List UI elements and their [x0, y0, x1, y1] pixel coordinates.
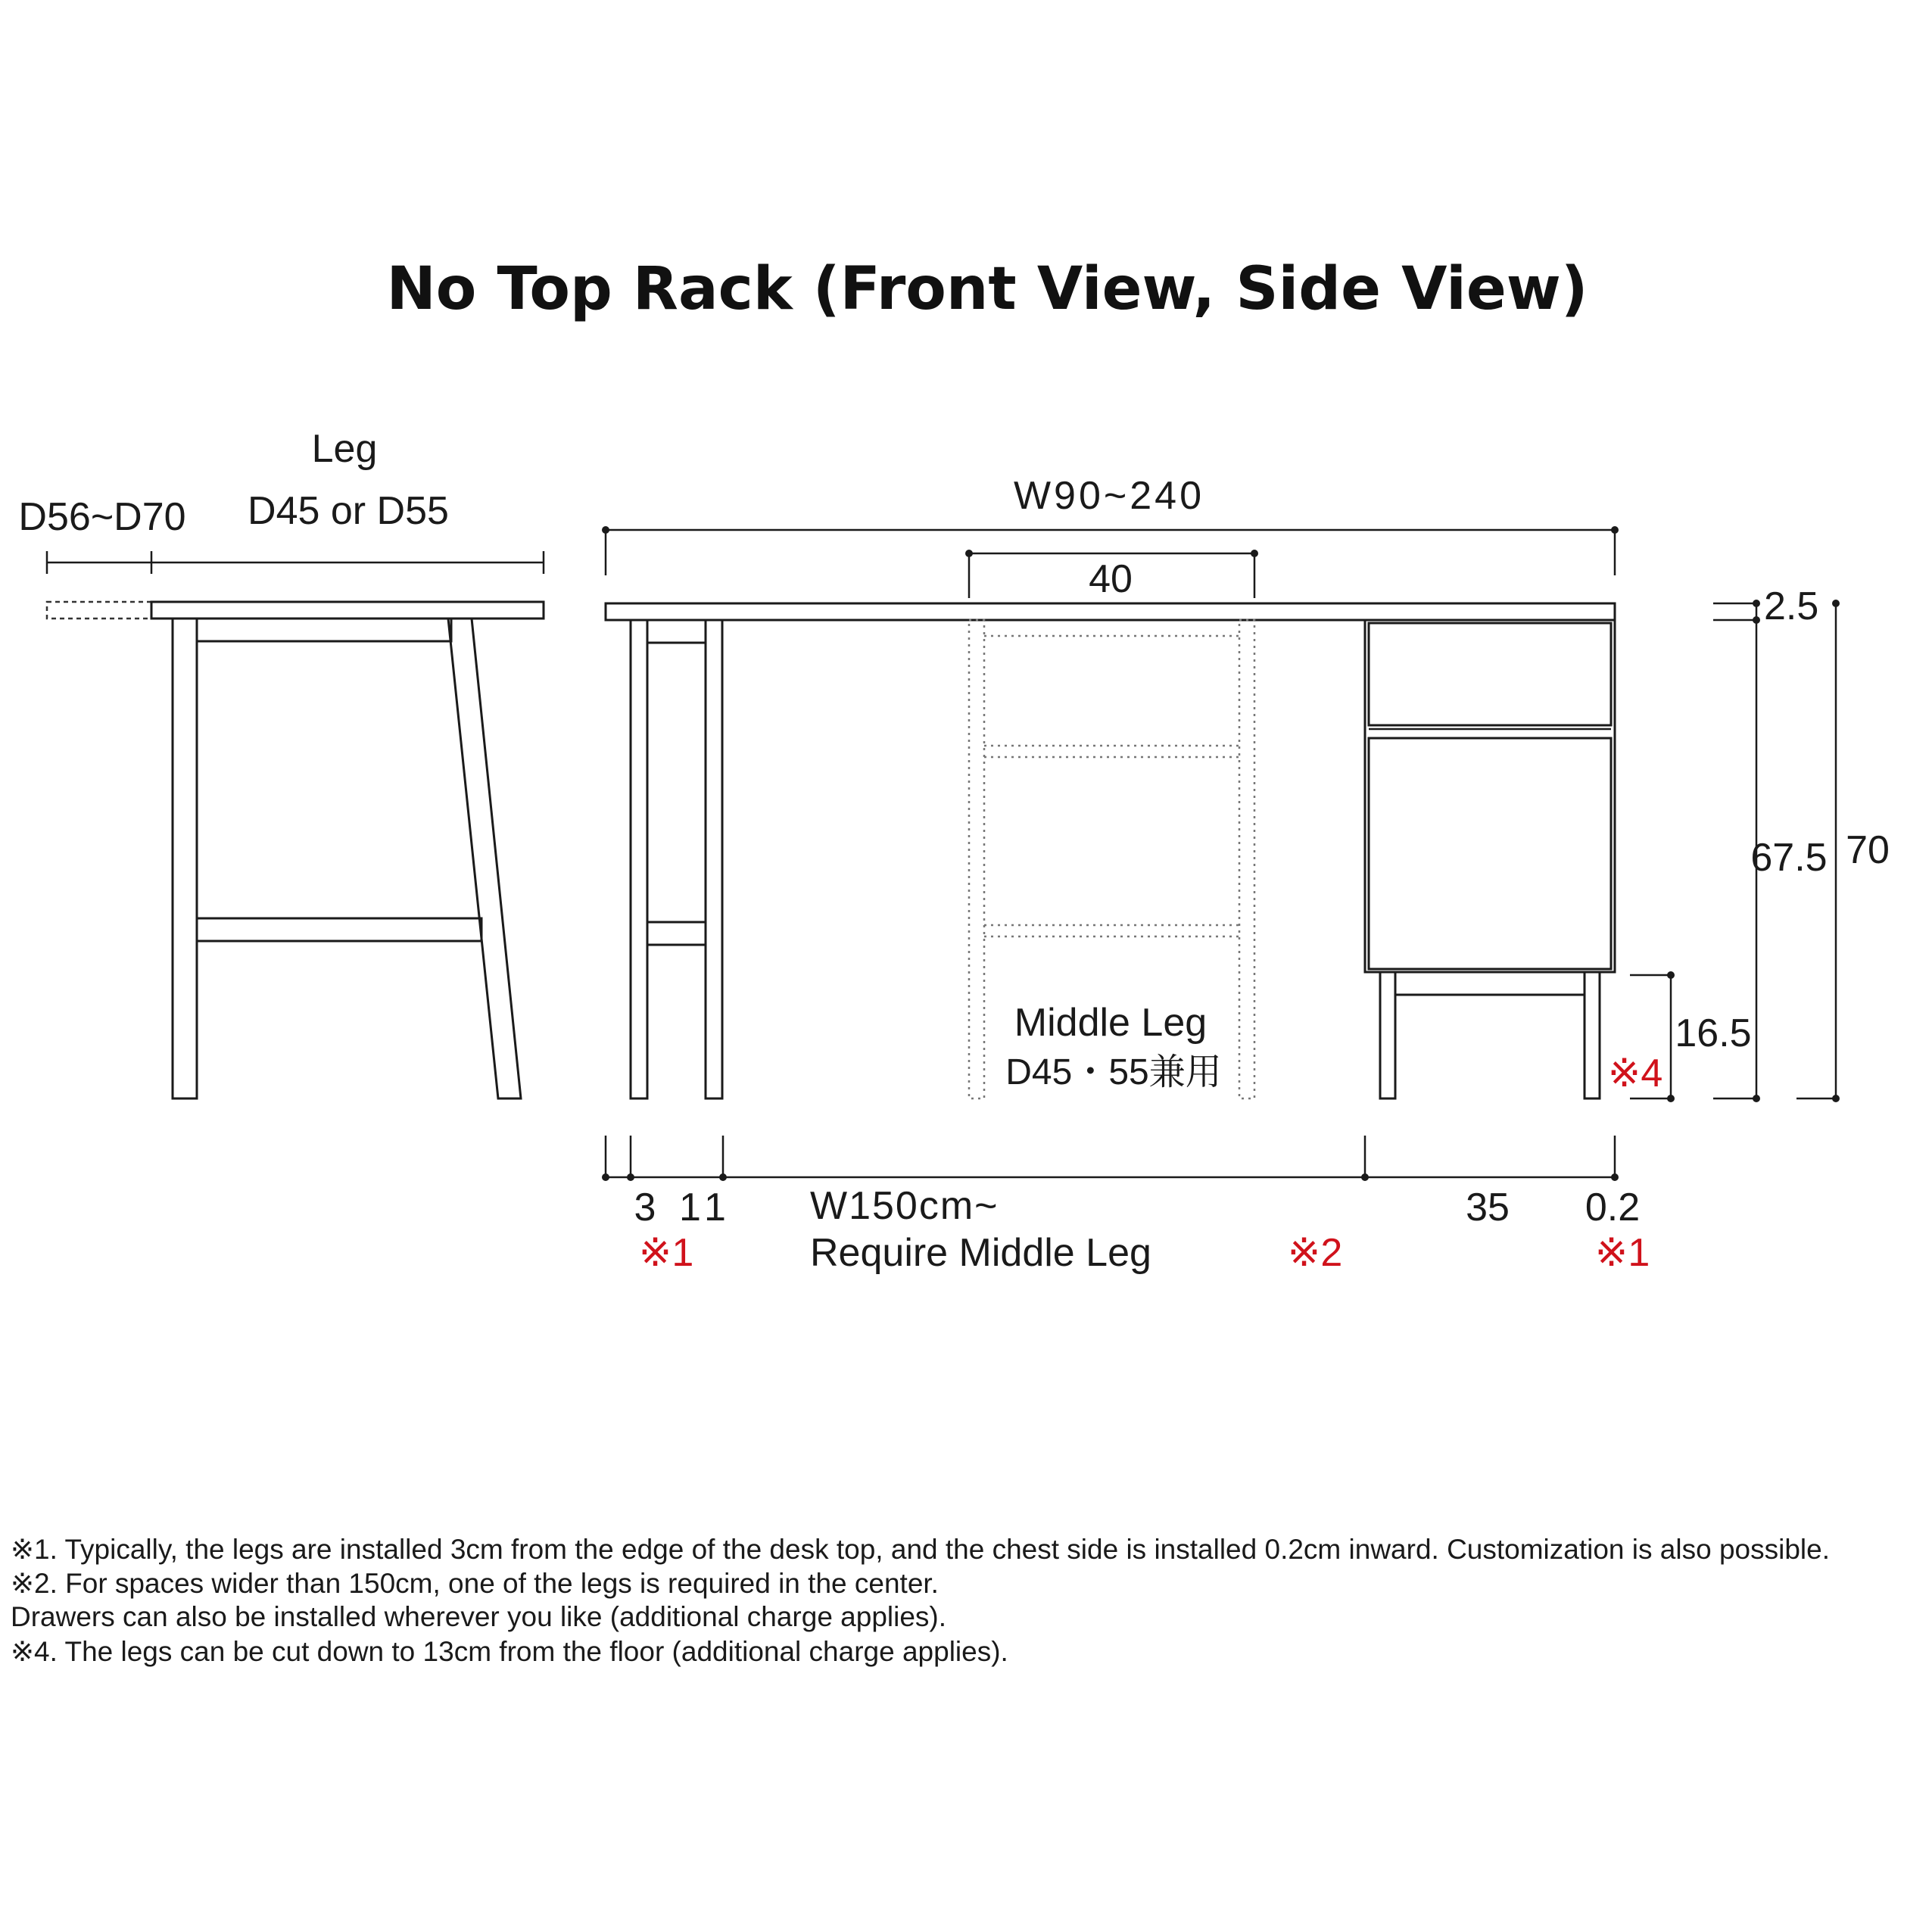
- middle-leg-label: Middle Leg: [1014, 1001, 1208, 1045]
- front-desk-top: [606, 603, 1615, 620]
- chest-offset-label: 0.2: [1585, 1186, 1641, 1229]
- leg-gap-label: 11: [679, 1186, 732, 1229]
- side-view: [18, 427, 544, 1098]
- side-desk-top: [151, 602, 544, 619]
- note-1: ※1. Typically, the legs are installed 3cm from the edge of the desk top, and the chest side is installed 0.2cm inward. Customization is also possible.: [11, 1534, 1830, 1565]
- side-upper-rail: [197, 619, 451, 641]
- chest-unit: [1365, 620, 1615, 1098]
- note1-marker-left: ※1: [638, 1231, 694, 1275]
- note4-marker: ※4: [1607, 1052, 1663, 1095]
- side-leg-label: Leg: [311, 427, 378, 471]
- side-lower-rail: [197, 918, 481, 941]
- middle-leg-sub-label: D45・55兼用: [1005, 1052, 1222, 1092]
- side-front-leg: [173, 619, 197, 1098]
- chest-width-label: 35: [1466, 1186, 1510, 1229]
- side-depth-dimension: [47, 551, 544, 574]
- front-left-leg-frame: [631, 620, 722, 1098]
- bottom-dimensions: [602, 1136, 1650, 1275]
- side-top-depth-label: D56~D70: [18, 495, 186, 539]
- middle-span-label: 40: [1089, 557, 1133, 601]
- note-3: Drawers can also be installed wherever you like (additional charge applies).: [11, 1601, 947, 1632]
- front-view: [602, 474, 1890, 1102]
- note1-marker-right: ※1: [1594, 1231, 1650, 1275]
- note-2: ※2. For spaces wider than 150cm, one of the legs is required in the center.: [11, 1568, 939, 1599]
- chest-leg-height-label: 16.5: [1675, 1011, 1752, 1055]
- side-top-extension: [47, 602, 151, 619]
- note2-marker: ※2: [1287, 1231, 1343, 1275]
- total-height-label: 70: [1846, 828, 1890, 872]
- side-leg-depth-label: D45 or D55: [248, 489, 449, 533]
- require-middle-leg-label: Require Middle Leg: [810, 1231, 1151, 1275]
- edge-offset-label: 3: [634, 1186, 656, 1229]
- drawing-title: No Top Rack (Front View, Side View): [386, 255, 1588, 323]
- chest-drawer: [1369, 623, 1611, 725]
- note-4: ※4. The legs can be cut down to 13cm from the floor (additional charge applies).: [11, 1636, 1008, 1667]
- overall-width-label: W90~240: [1013, 474, 1205, 518]
- side-rear-leg: [448, 619, 521, 1098]
- wide-label: W150cm~: [810, 1184, 999, 1228]
- chest-door: [1369, 738, 1611, 969]
- under-top-height-label: 67.5: [1750, 836, 1828, 880]
- top-thickness-label: 2.5: [1764, 584, 1819, 628]
